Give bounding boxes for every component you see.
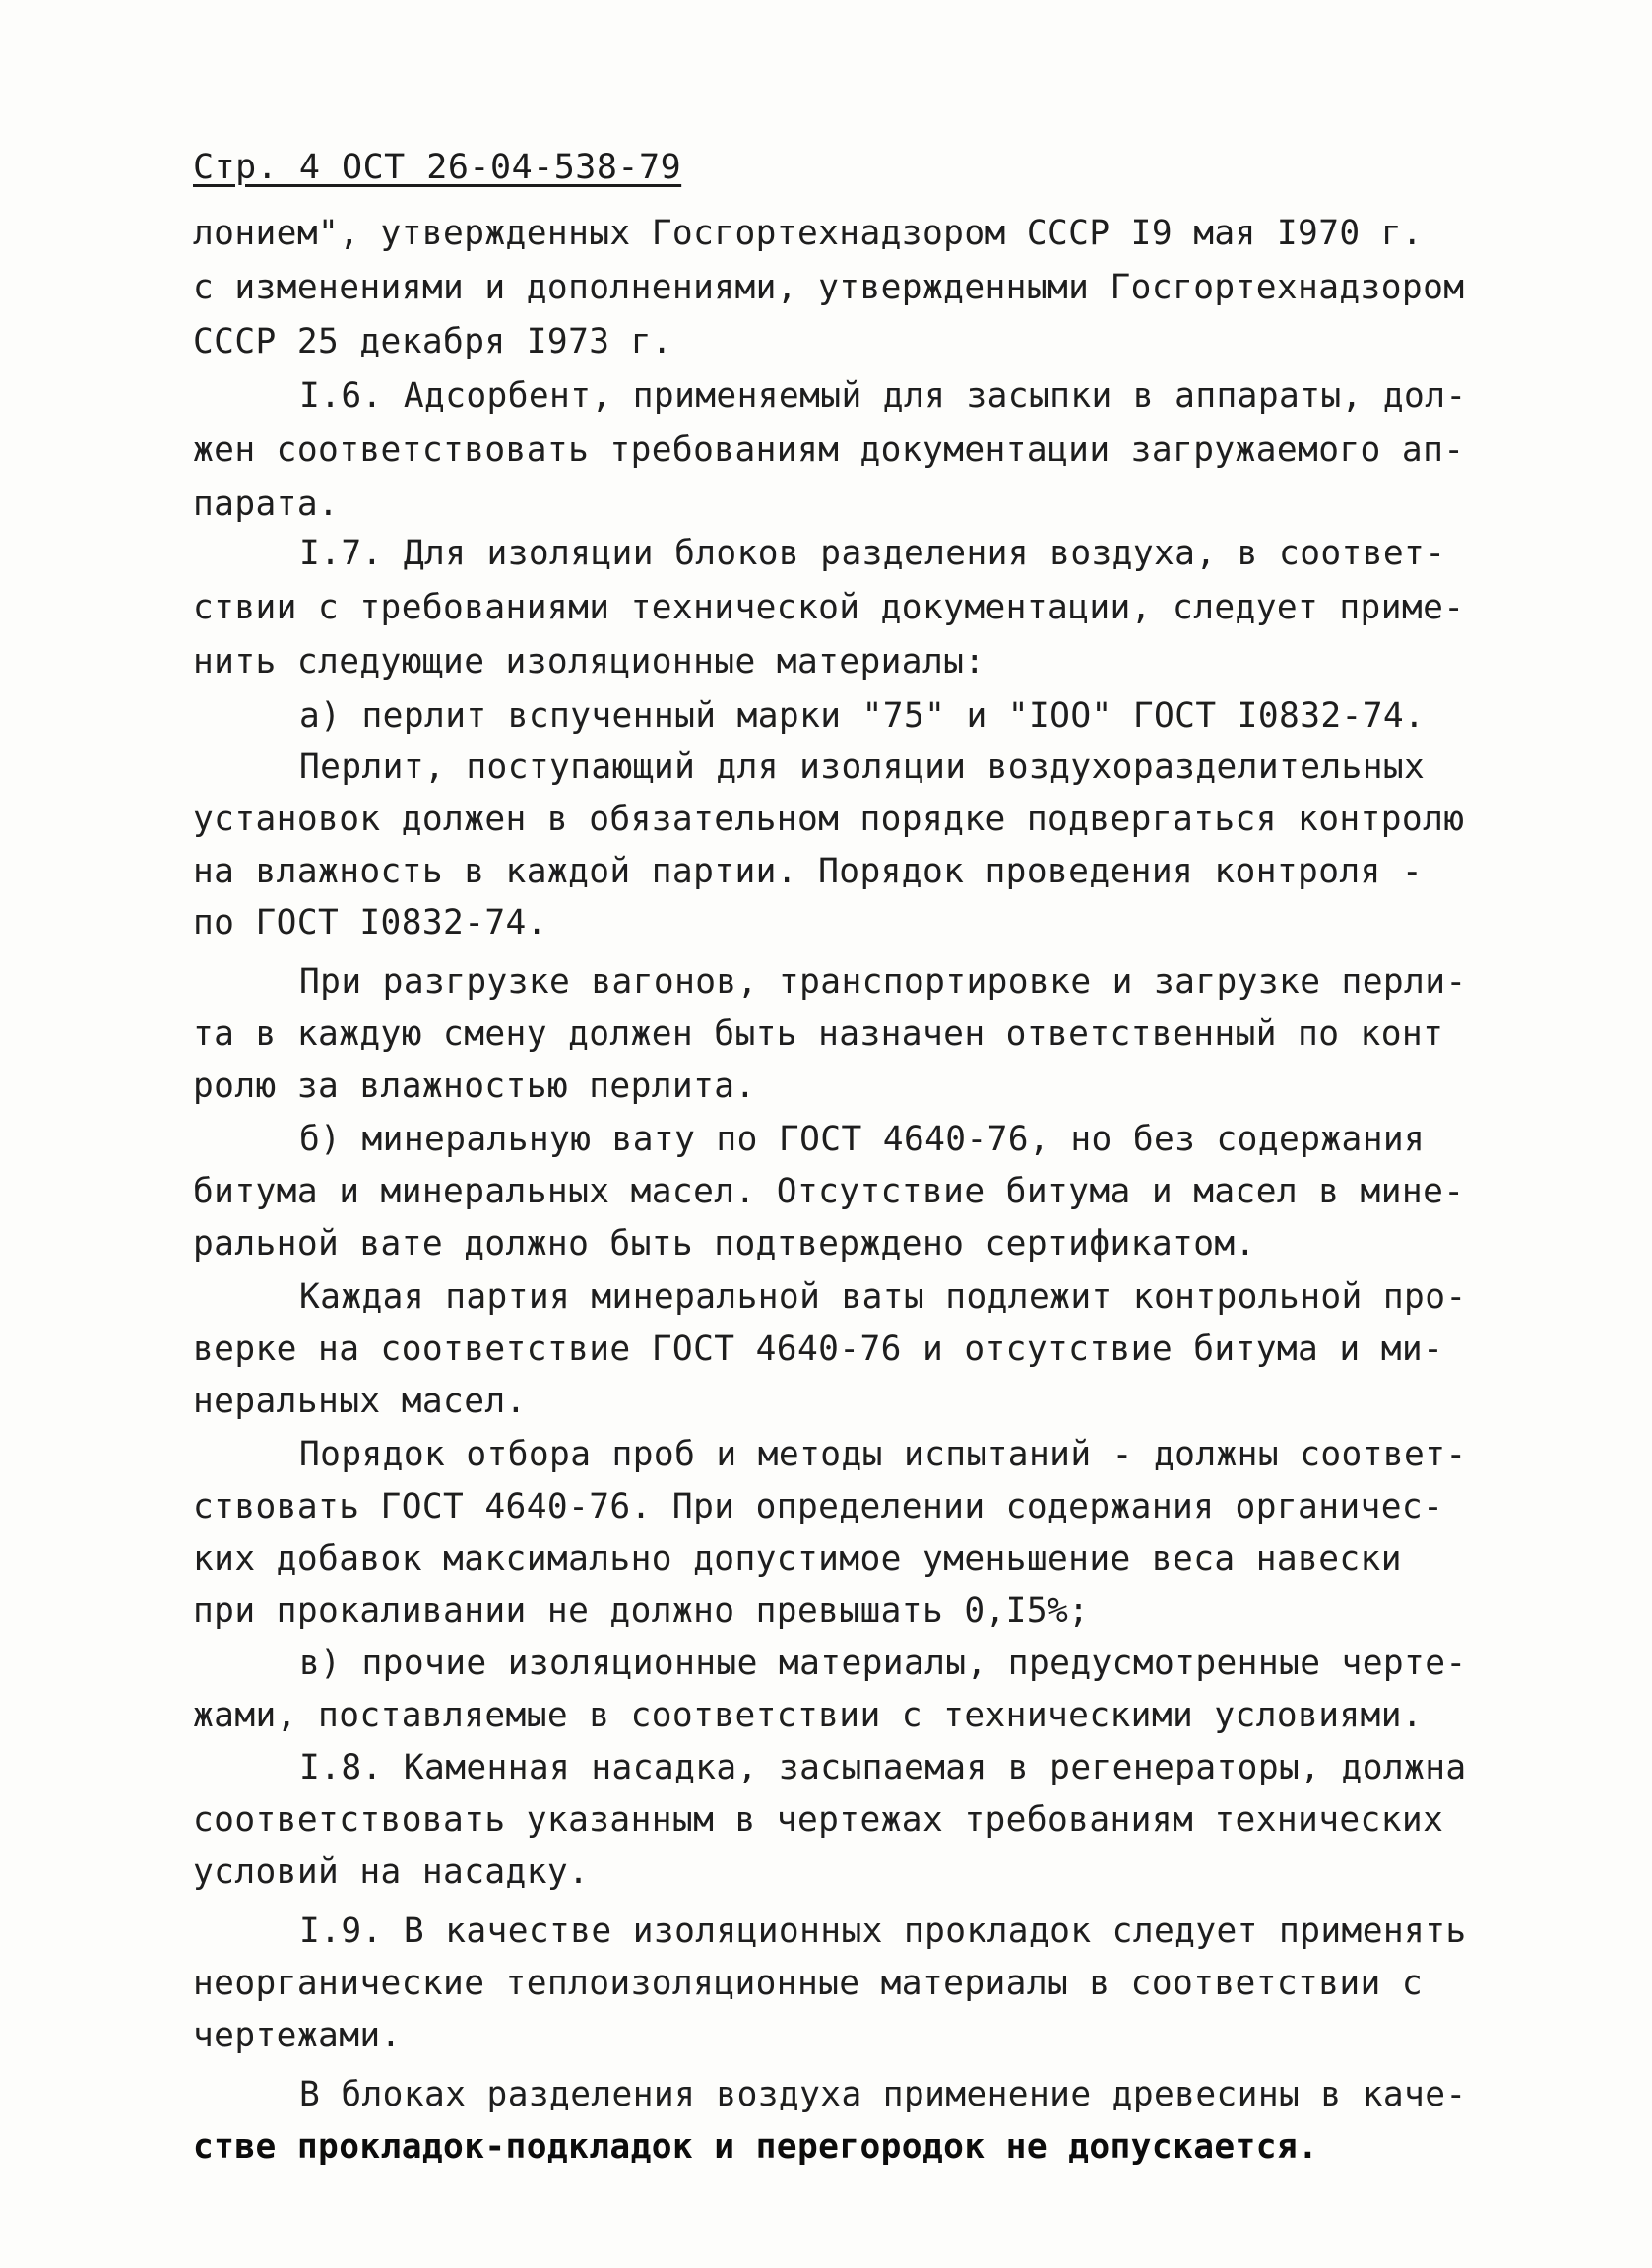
text-line: а) перлит вспученный марки "75" и "IOO" ГОСТ I0832-74. — [299, 696, 1426, 736]
text-line: соответствовать указанным в чертежах требованиям технических — [193, 1800, 1444, 1840]
text-line: чертежами. — [193, 2016, 402, 2055]
text-line: стве прокладок-подкладок и перегородок не допускается. — [193, 2127, 1319, 2167]
text-line: нить следующие изоляционные материалы: — [193, 642, 985, 681]
text-line: неральных масел. — [193, 1382, 527, 1421]
text-line: ролю за влажностью перлита. — [193, 1067, 756, 1106]
text-line: В блоках разделения воздуха применение древесины в каче- — [299, 2075, 1467, 2114]
text-line: при прокаливании не должно превышать 0,I5%; — [193, 1591, 1090, 1631]
text-line: I.7. Для изоляции блоков разделения воздуха, в соответ- — [299, 534, 1446, 573]
text-line: При разгрузке вагонов, транспортировке и загрузке перли- — [299, 962, 1467, 1002]
text-line: ральной вате должно быть подтверждено сертификатом. — [193, 1224, 1256, 1264]
text-line: жен соответствовать требованиям документации загружаемого ап- — [193, 430, 1465, 470]
text-line: парата. — [193, 485, 340, 524]
text-line: ствовать ГОСТ 4640-76. При определении содержания органичес- — [193, 1487, 1444, 1526]
text-line: в) прочие изоляционные материалы, предусмотренные черте- — [299, 1644, 1467, 1683]
text-line: лонием", утвержденных Госгортехнадзором СССР I9 мая I970 г. — [193, 214, 1424, 253]
text-line: I.8. Каменная насадка, засыпаемая в регенераторы, должна — [299, 1748, 1467, 1787]
text-line: битума и минеральных масел. Отсутствие битума и масел в мине- — [193, 1172, 1465, 1211]
text-line: по ГОСТ I0832-74. — [193, 903, 547, 942]
text-line: жами, поставляемые в соответствии с техническими условиями. — [193, 1696, 1424, 1735]
text-line: б) минеральную вату по ГОСТ 4640-76, но без содержания — [299, 1120, 1426, 1159]
text-line: ких добавок максимально допустимое уменьшение веса навески — [193, 1539, 1402, 1579]
text-line: установок должен в обязательном порядке подвергаться контролю — [193, 800, 1465, 839]
text-line: на влажность в каждой партии. Порядок проведения контроля - — [193, 852, 1424, 891]
text-line: та в каждую смену должен быть назначен ответственный по конт — [193, 1014, 1444, 1054]
text-line: СССР 25 декабря I973 г. — [193, 322, 672, 361]
text-line: ствии с требованиями технической документации, следует приме- — [193, 588, 1465, 627]
text-line: верке на соответствие ГОСТ 4640-76 и отсутствие битума и ми- — [193, 1329, 1444, 1369]
text-line: I.6. Адсорбент, применяемый для засыпки в аппараты, дол- — [299, 376, 1467, 416]
text-line: Порядок отбора проб и методы испытаний - должны соответ- — [299, 1435, 1467, 1474]
text-line: Перлит, поступающий для изоляции воздухоразделительных — [299, 747, 1426, 787]
text-line: условий на насадку. — [193, 1852, 590, 1892]
page-header: Стр. 4 ОСТ 26-04-538-79 — [193, 148, 682, 187]
text-line: неорганические теплоизоляционные материалы в соответствии с — [193, 1964, 1424, 2003]
text-line: Каждая партия минеральной ваты подлежит контрольной про- — [299, 1277, 1467, 1317]
text-line: I.9. В качестве изоляционных прокладок следует применять — [299, 1912, 1467, 1951]
text-line: с изменениями и дополнениями, утвержденными Госгортехнадзором — [193, 268, 1465, 307]
